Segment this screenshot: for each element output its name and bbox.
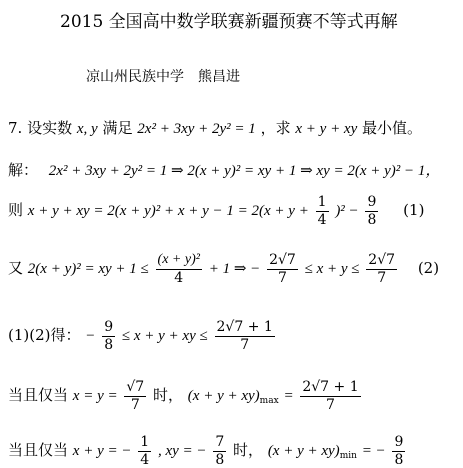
- eq3-fraction-2: [267, 253, 298, 285]
- eq5-equals: =: [283, 388, 294, 405]
- fraction-denominator: 7: [326, 396, 335, 413]
- also-word: 又: [8, 259, 24, 278]
- eq6-time: 时，: [233, 441, 264, 460]
- fraction-denominator: 7: [240, 336, 250, 353]
- eq6-expr: (x + y + xy): [267, 443, 340, 460]
- eq5-expr: (x + y + xy): [187, 388, 260, 405]
- fraction-denominator: 7: [377, 269, 387, 286]
- eq3-fraction-3: [366, 253, 397, 285]
- eq5-fraction-2: [300, 380, 360, 412]
- problem-vars: x, y: [76, 121, 98, 137]
- then-word: 则: [8, 201, 24, 220]
- problem-text-a: 设实数: [27, 119, 73, 137]
- problem-condition: 2x² + 3xy + 2y² = 1: [137, 121, 256, 137]
- fraction-numerator: 7: [215, 434, 225, 450]
- solution-line-3: [8, 253, 439, 285]
- eq6-fraction-2: [213, 435, 226, 467]
- eq2-fraction-2: [365, 195, 378, 227]
- when-word-2: 当且仅当: [8, 441, 69, 460]
- solution-line-2: [8, 195, 424, 227]
- eq5-left: x = y =: [72, 388, 118, 405]
- problem-target: x + y + xy: [295, 121, 358, 137]
- equation-tag-1: (1): [403, 201, 425, 220]
- eq3-left: 2(x + y)² = xy + 1 ≤: [27, 261, 149, 278]
- problem-text-b: 满足: [102, 119, 133, 137]
- solution-line-4: (1)(2)得： − $\frac{9}{8}$ ≤ x + y + xy ≤ $\frac{2√7 + 1}{7}$: [8, 319, 273, 353]
- fraction-numerator: 1: [140, 434, 150, 450]
- eq3-mid: + 1 ⇒ −: [208, 261, 261, 278]
- eq2-fraction-1: [316, 195, 329, 227]
- problem-number: 7.: [8, 119, 23, 137]
- combine-label: (1)(2)得：: [8, 326, 81, 345]
- eq2-mid: )² −: [335, 203, 359, 220]
- max-subscript: max: [259, 396, 279, 407]
- eq3-fraction-1: [156, 253, 202, 285]
- fraction-numerator: 9: [104, 319, 114, 335]
- eq6-left: x + y = −: [72, 443, 132, 460]
- page-title: 2015 全国高中数学联赛新疆预赛不等式再解: [60, 12, 398, 32]
- fraction-numerator: 2√7 + 1: [216, 319, 273, 335]
- eq6-mid: , xy = −: [157, 443, 207, 460]
- fraction-denominator: 4: [140, 451, 150, 468]
- fraction-denominator: 8: [367, 211, 377, 228]
- fraction-numerator: 9: [367, 194, 377, 210]
- eq4-mid: ≤ x + y + xy ≤: [121, 328, 208, 345]
- fraction-denominator: 8: [215, 451, 225, 468]
- problem-text-c: ，求: [260, 119, 291, 137]
- eq3-mid2: ≤ x + y ≤: [304, 261, 360, 278]
- min-subscript: min: [339, 451, 357, 462]
- fraction-numerator: 2√7 + 1: [302, 379, 359, 395]
- fraction-numerator: 1: [317, 194, 327, 210]
- fraction-denominator: 4: [174, 269, 184, 286]
- eq6-fraction-1: [138, 435, 151, 467]
- eq5-time: 时，: [153, 386, 184, 405]
- fraction-denominator: 8: [394, 451, 404, 468]
- fraction-numerator: 9: [394, 434, 404, 450]
- fraction-numerator: (x + y)²: [156, 253, 202, 270]
- eq4-fraction-1: [102, 320, 115, 352]
- fraction-numerator: 2√7: [269, 252, 296, 268]
- solution-eq1: 2x² + 3xy + 2y² = 1 ⇒ 2(x + y)² = xy + 1 ⇒ xy = 2(x + y)² − 1，: [48, 163, 441, 179]
- eq5-fraction-1: [124, 380, 146, 412]
- solution-line-6: [8, 435, 407, 467]
- author-line: 凉山州民族中学 熊昌进: [86, 69, 240, 85]
- fraction-numerator: 2√7: [368, 252, 396, 268]
- fraction-denominator: 8: [104, 336, 114, 353]
- eq6-equals: = −: [361, 443, 386, 460]
- eq2-left: x + y + xy = 2(x + y)² + x + y − 1 = 2(x + y +: [27, 203, 309, 220]
- eq6-fraction-3: [392, 435, 405, 467]
- eq4-fraction-2: [215, 320, 275, 352]
- solution-label: 解：: [8, 161, 39, 179]
- fraction-denominator: 4: [317, 211, 327, 228]
- fraction-numerator: √7: [126, 379, 145, 395]
- when-word: 当且仅当: [8, 386, 69, 405]
- fraction-denominator: 7: [277, 269, 287, 286]
- problem-text-d: 最小值。: [362, 119, 423, 137]
- solution-line-1: [8, 163, 440, 179]
- fraction-denominator: 7: [130, 396, 140, 413]
- solution-line-5: [8, 380, 363, 412]
- problem-statement: [8, 121, 422, 137]
- equation-tag-2: (2): [417, 259, 440, 278]
